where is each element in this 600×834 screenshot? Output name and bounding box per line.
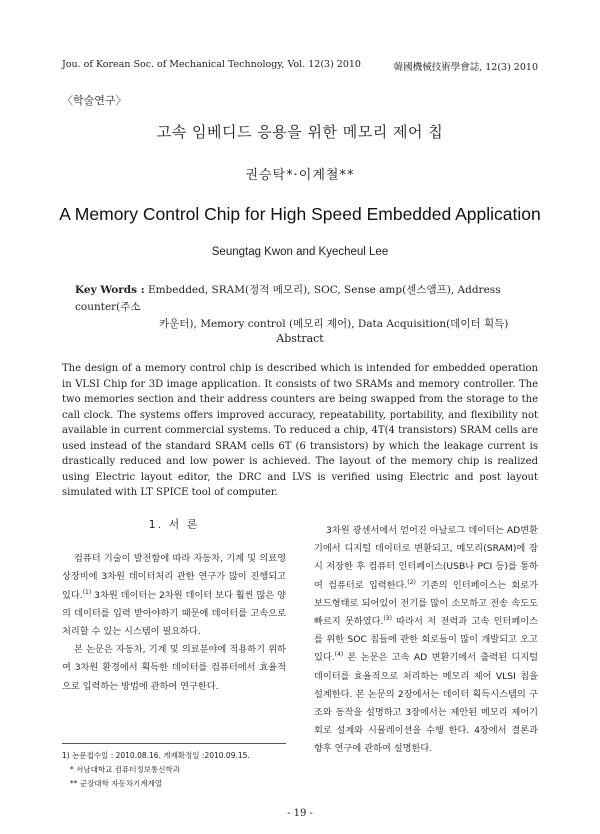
citation-ref-1: (1) (82, 588, 92, 596)
keywords (75, 282, 545, 333)
keywords-line-1 (75, 282, 545, 316)
abstract-body: The design of a memory control chip is described which is intended for embedded operation in VLSI Chip for 3D image application. It consists of two SRAMs and memory controller. The two memories section and their address counters are being swapped from the storage to the call clock. The systems offers improved accuracy, repeatability, portability, and flexibility not available in current commercial systems. To reduced a chip, 4T(4 transistors) SRAM cells are used instead of the standard SRAM cells 6T (6 transistors) by which the leakage current is drastically reduced and low power is achieved. The layout of the memory chip is realized using Electric layout editor, the DRC and LVS is verified using Electric and post layout simulated with LT SPICE tool of computer. (62, 363, 538, 498)
footnote-affiliation-2: ** 군장대학 자동차기계계열 (70, 779, 162, 788)
journal-header-en: Jou. of Korean Soc. of Mechanical Technology, Vol. 12(3) 2010 (62, 59, 361, 70)
abstract-heading: Abstract (276, 332, 324, 345)
right-p1-text-c: 따라서 저 전력과 고속 인터페이스를 위한 SOC 칩들에 관한 회로들이 많이 개발되고 오고 있다. (314, 616, 539, 664)
authors-english: Seungtag Kwon and Kyecheul Lee (211, 246, 389, 258)
footnotes (62, 749, 302, 791)
intro-p1-text-a: 컴퓨터 기술이 발전함에 따라 자동차, 기계 및 의료영상장비에 3차원 데이터처리 관한 연구가 많이 진행되고 있다. (62, 553, 286, 601)
footnote-divider (62, 743, 286, 744)
citation-ref-2: (2) (407, 578, 416, 586)
authors-korean: 권승탁*·이계철** (245, 168, 355, 183)
right-p1-text-a: 3차원 광센서에서 얻어진 아날로그 데이터는 AD변환기에서 디지털 데이터로 변환되고, 메모리(SRAM)에 잠시 저장한 후 컴퓨터 인터페이스(USB나 PCI 등)를 통하여 컴퓨터로 입력한다. (314, 525, 538, 591)
right-p1-text-b: 기존의 인터페이스는 회로가 보드형태로 되어있어 전기를 많이 소모하고 전송 속도도 빠르지 못하였다. (314, 579, 538, 628)
right-p1-text-d: 본 논문은 고속 AD 변환기에서 출력된 디지털 데이터를 효율적으로 처리하는 메모리 제어 VLSI 칩을 설계한다. 본 논문의 2장에서는 데이터 획득시스템의 구조와 동작을 설명하고 3장에서는 제안된 메모리 제어기 회로 설계와 시뮬레이션을 수행 한다. 4장에서 결론과 향후 연구에 관하여 설명한다. (314, 652, 538, 755)
page-number: - 19 - (287, 808, 313, 819)
right-column (314, 522, 538, 759)
intro-paragraph-2: 본 논문은 자동차, 기계 및 의료분야에 적용하기 위하여 3차원 환경에서 획득한 데이터를 컴퓨터에서 효율적으로 입력하는 방법에 관하여 연구한다. (62, 644, 286, 692)
section-tag: 〈학술연구〉 (62, 94, 127, 107)
title-english: A Memory Control Chip for High Speed Embedded Application (59, 204, 541, 224)
journal-header-ko: 韓國機械技術學會誌, 12(3) 2010 (393, 62, 538, 73)
footnote-affiliation-1: * 서남대학교 컴퓨터정보통신학과 (70, 765, 180, 774)
footnote-dates: 1) 논문접수일 : 2010.08.16. 게재확정일 :2010.09.15. (62, 751, 250, 760)
citation-ref-4: (4) (334, 651, 344, 659)
left-column (62, 516, 286, 696)
right-paragraph-1 (314, 522, 538, 759)
citation-ref-3: (3) (383, 614, 392, 622)
keywords-text-1: Embedded, SRAM(정적 메모리), SOC, Sense amp(센스앰프), Address counter(주소 (75, 284, 501, 313)
title-korean: 고속 임베디드 응용을 위한 메모리 제어 칩 (156, 123, 444, 141)
section-heading-introduction: 1. 서 론 (148, 518, 200, 531)
intro-p1-text-b: 3차원 데이터는 2차원 데이터 보다 훨씬 많은 양의 데이터를 입력 받아야하기 때문에 데이터를 고속으로 처리할 수 있는 시스템이 필요하다. (62, 589, 286, 638)
keywords-line-2: 카운터), Memory control (메모리 제어), Data Acquisition(데이터 획득) (159, 318, 509, 330)
intro-paragraph-1 (62, 550, 286, 641)
keywords-label: Key Words : (75, 284, 145, 296)
